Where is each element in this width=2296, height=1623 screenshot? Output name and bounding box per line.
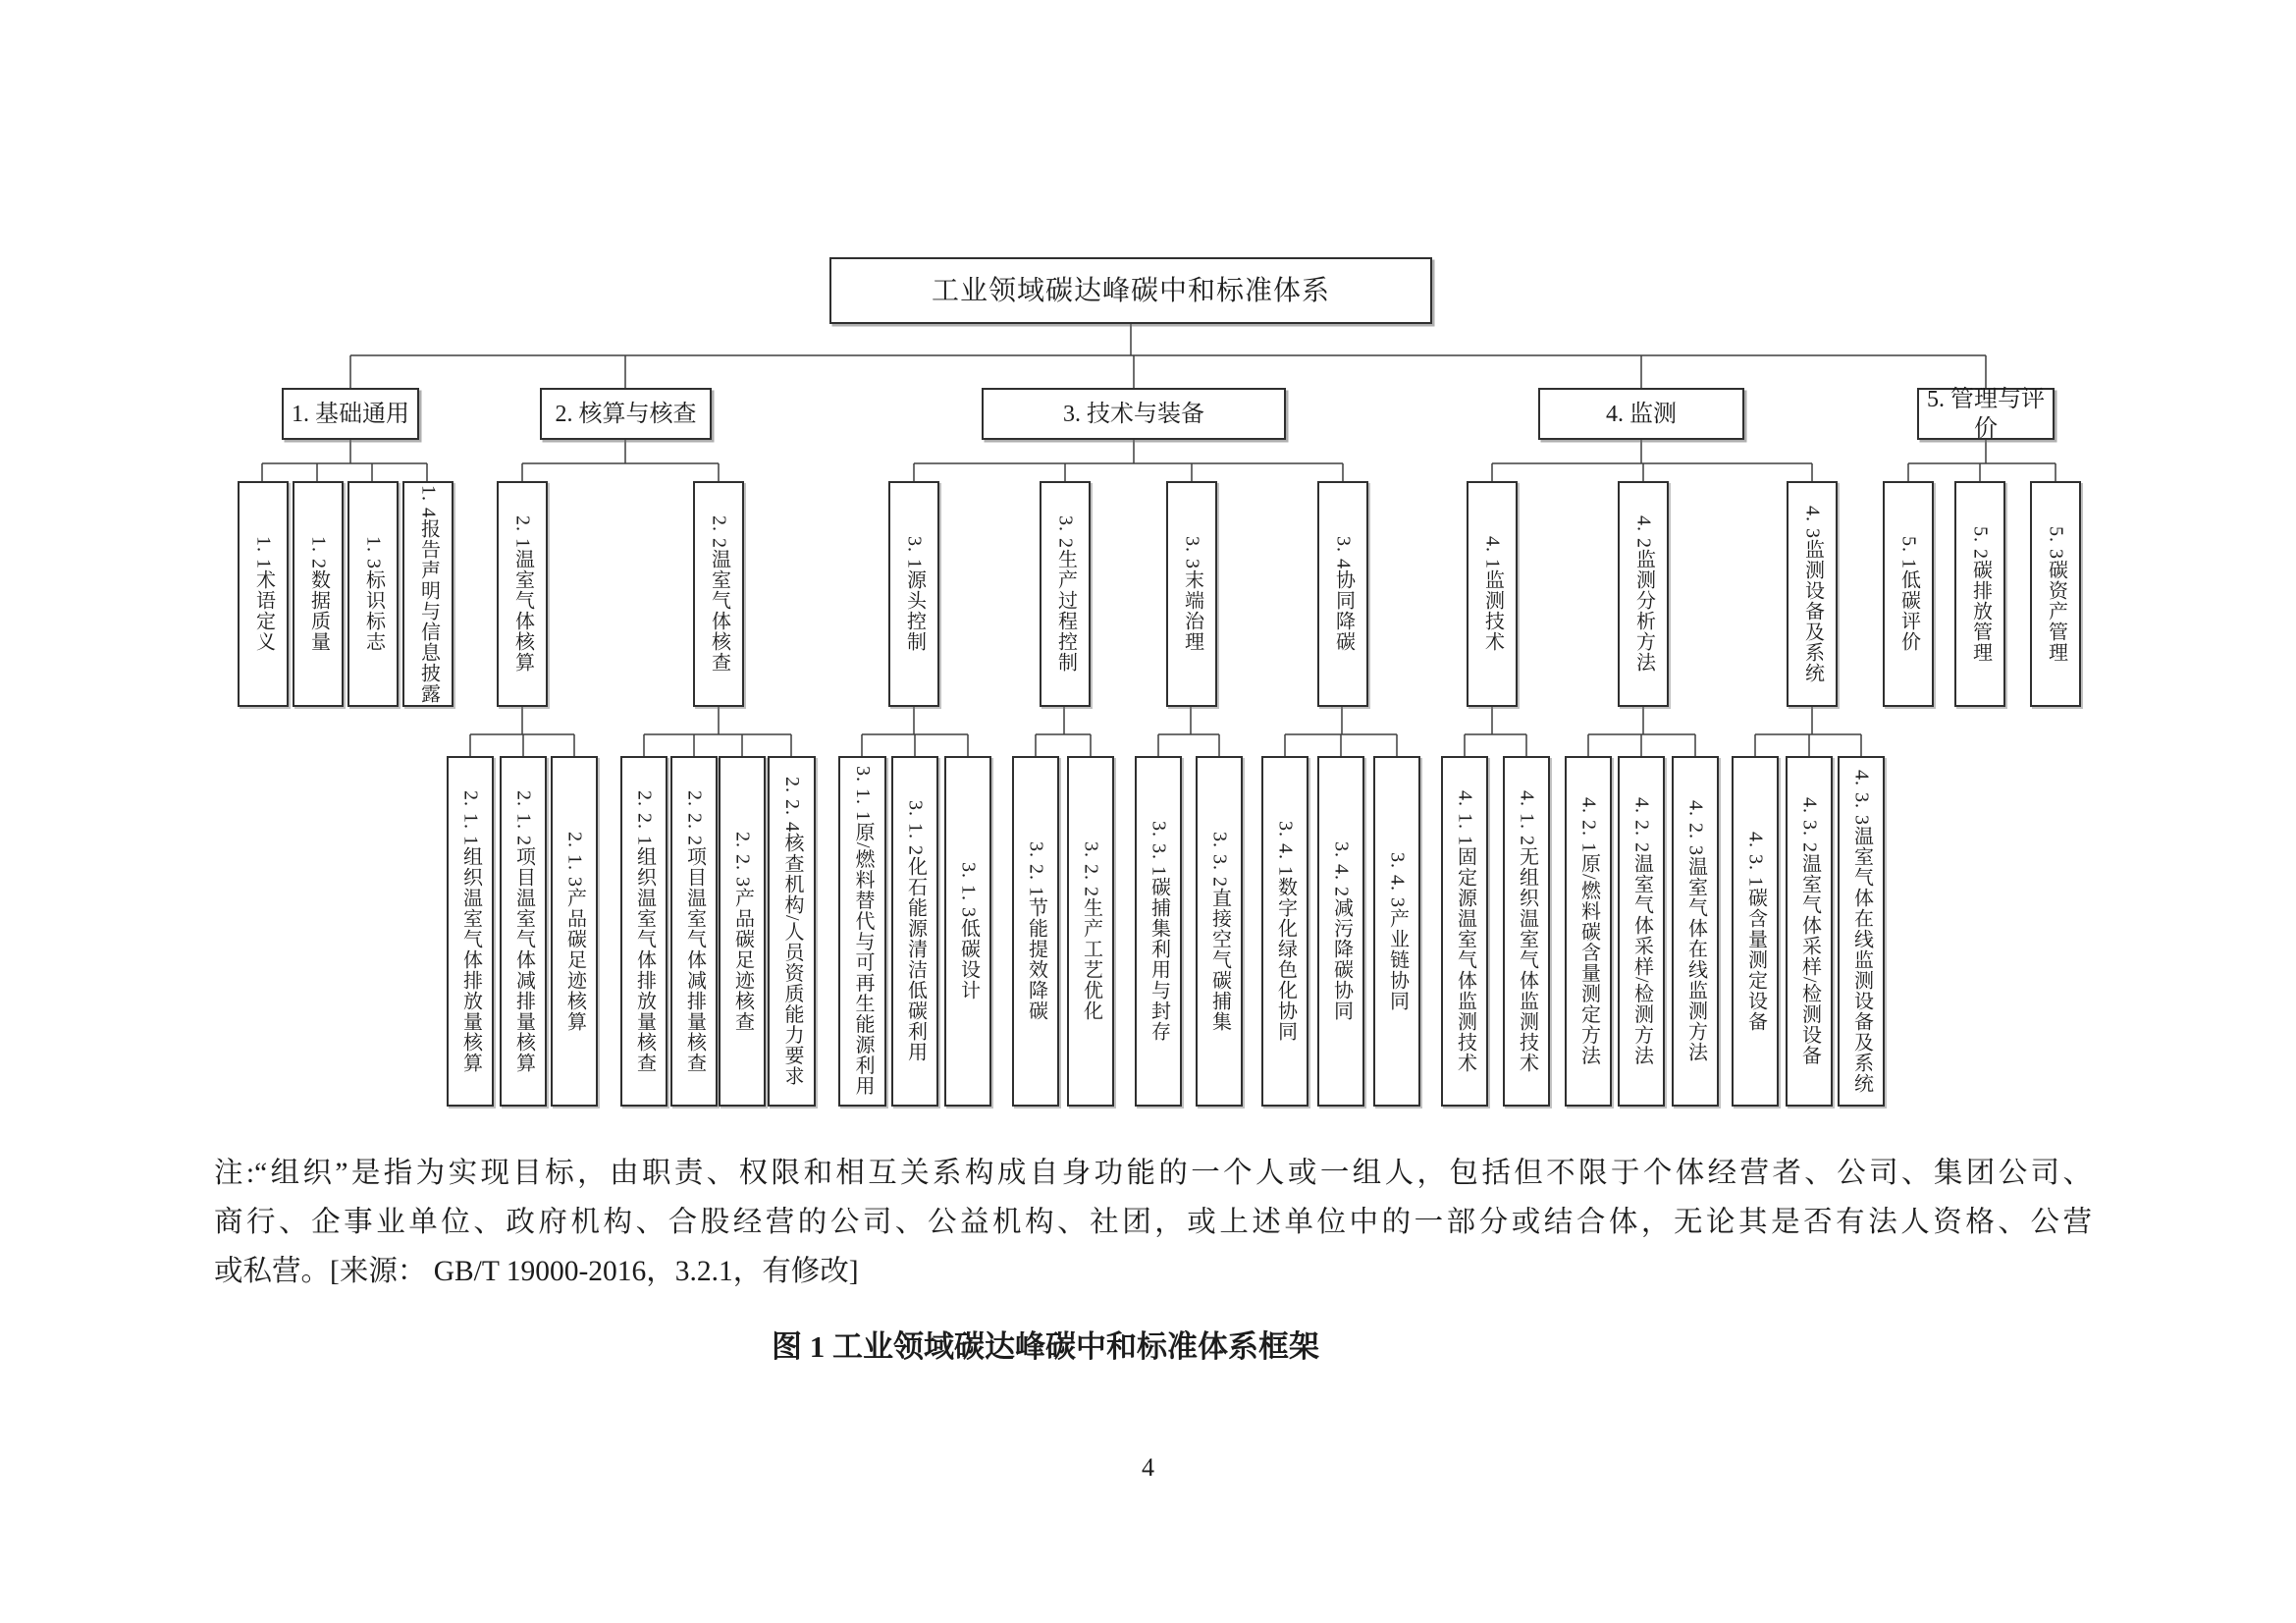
node-3-3-1: 3. 3. 1碳捕集利用与封存 bbox=[1135, 756, 1182, 1107]
node-3-1-3: 3. 1. 3低碳设计 bbox=[944, 756, 991, 1107]
node-4-2-3: 4. 2. 3温室气体在线监测方法 bbox=[1672, 756, 1719, 1107]
node-3-1-2: 3. 1. 2化石能源清洁低碳利用 bbox=[891, 756, 938, 1107]
connector-level-0 bbox=[350, 324, 1986, 388]
node-group-1: 1. 基础通用 bbox=[282, 388, 419, 440]
node-4-2-2: 4. 2. 2温室气体采样/检测方法 bbox=[1618, 756, 1665, 1107]
node-1-2: 1. 2数据质量 bbox=[293, 481, 344, 707]
node-4-2: 4. 2监测分析方法 bbox=[1618, 481, 1669, 707]
node-3-1: 3. 1源头控制 bbox=[888, 481, 939, 707]
footnote-line-3: 或私营。[来源： GB/T 19000-2016，3.2.1，有修改] bbox=[214, 1256, 859, 1287]
figure-caption: 图 1 工业领域碳达峰碳中和标准体系框架 bbox=[772, 1329, 1319, 1364]
node-2-2-2: 2. 2. 2项目温室气体减排量核查 bbox=[670, 756, 718, 1107]
node-5-2: 5. 2碳排放管理 bbox=[1954, 481, 2005, 707]
node-2-2-4: 2. 2. 4核查机构/人员资质能力要求 bbox=[768, 756, 816, 1107]
node-2-2-1: 2. 2. 1组织温室气体排放量核查 bbox=[620, 756, 667, 1107]
node-group-2: 2. 核算与核查 bbox=[540, 388, 712, 440]
node-3-4: 3. 4协同降碳 bbox=[1317, 481, 1368, 707]
node-5-1: 5. 1低碳评价 bbox=[1883, 481, 1934, 707]
node-root: 工业领域碳达峰碳中和标准体系 bbox=[829, 257, 1432, 324]
node-4-3-2: 4. 3. 2温室气体采样/检测设备 bbox=[1786, 756, 1833, 1107]
node-4-1-2: 4. 1. 2无组织温室气体监测技术 bbox=[1503, 756, 1550, 1107]
node-3-2: 3. 2生产过程控制 bbox=[1040, 481, 1091, 707]
footnote-line-2: 商行、企事业单位、政府机构、合股经营的公司、公益机构、社团，或上述单位中的一部分或结合体，无论其是否有法人资格、公营 bbox=[214, 1207, 2092, 1238]
node-3-1-1: 3. 1. 1原/燃料替代与可再生能源利用 bbox=[838, 756, 886, 1107]
connector-level-2 bbox=[470, 707, 1861, 756]
node-2-2: 2. 2温室气体核查 bbox=[693, 481, 744, 707]
node-4-3-1: 4. 3. 1碳含量测定设备 bbox=[1732, 756, 1779, 1107]
node-3-2-2: 3. 2. 2生产工艺优化 bbox=[1067, 756, 1114, 1107]
connector-level-1 bbox=[262, 440, 2056, 481]
node-3-4-2: 3. 4. 2减污降碳协同 bbox=[1317, 756, 1364, 1107]
node-group-3: 3. 技术与装备 bbox=[982, 388, 1286, 440]
node-3-4-1: 3. 4. 1数字化绿色化协同 bbox=[1261, 756, 1308, 1107]
node-2-1-3: 2. 1. 3产品碳足迹核算 bbox=[551, 756, 598, 1107]
node-1-1: 1. 1术语定义 bbox=[238, 481, 289, 707]
node-4-3-3: 4. 3. 3温室气体在线监测设备及系统 bbox=[1838, 756, 1885, 1107]
node-2-2-3: 2. 2. 3产品碳足迹核查 bbox=[719, 756, 766, 1107]
node-2-1-1: 2. 1. 1组织温室气体排放量核算 bbox=[447, 756, 494, 1107]
node-group-4: 4. 监测 bbox=[1538, 388, 1744, 440]
node-3-2-1: 3. 2. 1节能提效降碳 bbox=[1012, 756, 1059, 1107]
node-1-4: 1. 4报告声明与信息披露 bbox=[402, 481, 454, 707]
node-3-3: 3. 3末端治理 bbox=[1166, 481, 1217, 707]
node-2-1-2: 2. 1. 2项目温室气体减排量核算 bbox=[500, 756, 547, 1107]
node-5-3: 5. 3碳资产管理 bbox=[2030, 481, 2081, 707]
node-3-3-2: 3. 3. 2直接空气碳捕集 bbox=[1196, 756, 1243, 1107]
node-1-3: 1. 3标识标志 bbox=[347, 481, 399, 707]
node-4-3: 4. 3监测设备及系统 bbox=[1787, 481, 1838, 707]
node-3-4-3: 3. 4. 3产业链协同 bbox=[1373, 756, 1420, 1107]
node-group-5: 5. 管理与评价 bbox=[1917, 388, 2055, 440]
node-4-2-1: 4. 2. 1原/燃料碳含量测定方法 bbox=[1565, 756, 1612, 1107]
node-2-1: 2. 1温室气体核算 bbox=[497, 481, 548, 707]
node-4-1: 4. 1监测技术 bbox=[1467, 481, 1518, 707]
footnote-line-1: 注:“组织”是指为实现目标，由职责、权限和相互关系构成自身功能的一个人或一组人，包括但不限于个体经营者、公司、集团公司、 bbox=[214, 1158, 2092, 1189]
node-4-1-1: 4. 1. 1固定源温室气体监测技术 bbox=[1441, 756, 1488, 1107]
page-number: 4 bbox=[1142, 1453, 1154, 1482]
footnote bbox=[214, 1149, 2092, 1296]
